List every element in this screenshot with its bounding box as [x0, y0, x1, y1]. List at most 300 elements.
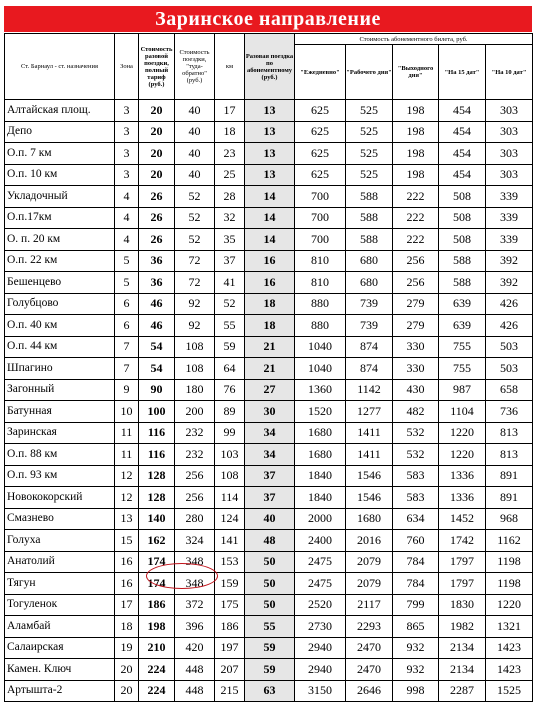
station-cell: Алтайская площ. — [5, 100, 115, 122]
round-trip-fare-cell: 52 — [175, 229, 215, 251]
subscription-trip-cell: 37 — [245, 487, 295, 509]
daily-cell: 700 — [295, 229, 346, 251]
table-row — [5, 594, 533, 616]
km-cell: 59 — [215, 336, 245, 358]
workdays-cell: 1546 — [346, 465, 393, 487]
dates10-cell: 339 — [486, 207, 533, 229]
zone-cell: 5 — [115, 250, 139, 272]
zone-cell: 10 — [115, 401, 139, 423]
table-row — [5, 207, 533, 229]
daily-cell: 2940 — [295, 637, 346, 659]
zone-cell: 7 — [115, 336, 139, 358]
subscription-trip-cell: 63 — [245, 680, 295, 702]
round-trip-fare-cell: 40 — [175, 100, 215, 122]
dates15-cell: 588 — [439, 250, 486, 272]
table-row — [5, 250, 533, 272]
subscription-group-header: Стоимость абонементного билета, руб. — [295, 34, 533, 45]
daily-cell: 2730 — [295, 616, 346, 638]
station-cell: О.п.17км — [5, 207, 115, 229]
table-row — [5, 186, 533, 208]
weekends-cell: 198 — [393, 143, 439, 165]
subscription-trip-cell: 13 — [245, 100, 295, 122]
round-trip-fare-cell: 232 — [175, 422, 215, 444]
km-cell: 25 — [215, 164, 245, 186]
zone-cell: 20 — [115, 680, 139, 702]
workdays-cell: 588 — [346, 207, 393, 229]
weekends-cell: 198 — [393, 164, 439, 186]
round-trip-fare-cell: 448 — [175, 680, 215, 702]
dates15-cell: 639 — [439, 315, 486, 337]
daily-cell: 1840 — [295, 487, 346, 509]
one-way-fare-cell: 198 — [139, 616, 175, 638]
km-cell: 124 — [215, 508, 245, 530]
km-cell: 175 — [215, 594, 245, 616]
daily-cell: 2520 — [295, 594, 346, 616]
zone-cell: 4 — [115, 229, 139, 251]
daily-cell: 2000 — [295, 508, 346, 530]
table-row — [5, 379, 533, 401]
workdays-cell: 2470 — [346, 637, 393, 659]
table-row — [5, 465, 533, 487]
weekends-cell: 198 — [393, 121, 439, 143]
round-trip-fare-cell: 348 — [175, 573, 215, 595]
workdays-cell: 2646 — [346, 680, 393, 702]
fare-table — [4, 33, 533, 702]
workdays-cell: 1411 — [346, 444, 393, 466]
dates15-cell: 2134 — [439, 659, 486, 681]
dates10-cell: 1525 — [486, 680, 533, 702]
round-trip-fare-cell: 256 — [175, 487, 215, 509]
km-cell: 89 — [215, 401, 245, 423]
weekends-cell: 198 — [393, 100, 439, 122]
zone-cell: 6 — [115, 293, 139, 315]
station-cell: Артышта-2 — [5, 680, 115, 702]
dates10-cell: 503 — [486, 358, 533, 380]
table-row — [5, 487, 533, 509]
daily-cell: 2475 — [295, 551, 346, 573]
station-cell: О.п. 40 км — [5, 315, 115, 337]
station-cell: Голубцово — [5, 293, 115, 315]
weekends-cell: 799 — [393, 594, 439, 616]
subscription-trip-cell: 34 — [245, 444, 295, 466]
table-row — [5, 293, 533, 315]
page-title: Заринское направление — [4, 6, 532, 32]
station-cell: Новококорский — [5, 487, 115, 509]
station-cell: Шпагино — [5, 358, 115, 380]
one-way-fare-cell: 186 — [139, 594, 175, 616]
table-row — [5, 272, 533, 294]
workdays-cell: 2079 — [346, 573, 393, 595]
dates10-cell: 813 — [486, 422, 533, 444]
workdays-cell: 2470 — [346, 659, 393, 681]
workdays-cell: 1142 — [346, 379, 393, 401]
table-row — [5, 680, 533, 702]
workdays-cell: 2117 — [346, 594, 393, 616]
daily-cell: 700 — [295, 186, 346, 208]
daily-cell: 625 — [295, 121, 346, 143]
dates10-cell: 891 — [486, 465, 533, 487]
subscription-trip-cell: 37 — [245, 465, 295, 487]
table-row — [5, 121, 533, 143]
table-row — [5, 336, 533, 358]
km-cell: 64 — [215, 358, 245, 380]
daily-cell: 3150 — [295, 680, 346, 702]
dates10-cell: 1198 — [486, 573, 533, 595]
weekends-cell: 998 — [393, 680, 439, 702]
station-cell: Салаирская — [5, 637, 115, 659]
dates10-cell: 1198 — [486, 551, 533, 573]
subscription-trip-cell: 14 — [245, 186, 295, 208]
zone-cell: 6 — [115, 315, 139, 337]
daily-cell: 1840 — [295, 465, 346, 487]
station-cell: О. п. 20 км — [5, 229, 115, 251]
table-row — [5, 637, 533, 659]
table-row — [5, 229, 533, 251]
subscription-trip-cell: 14 — [245, 229, 295, 251]
dates10-cell: 339 — [486, 229, 533, 251]
table-row — [5, 530, 533, 552]
station-cell: Тягун — [5, 573, 115, 595]
round-trip-fare-cell: 72 — [175, 250, 215, 272]
km-cell: 23 — [215, 143, 245, 165]
zone-cell: 11 — [115, 422, 139, 444]
dates10-cell: 392 — [486, 250, 533, 272]
km-cell: 153 — [215, 551, 245, 573]
subscription-trip-cell: 16 — [245, 272, 295, 294]
dates15-header: "На 15 дат" — [439, 45, 486, 100]
dates10-cell: 1423 — [486, 659, 533, 681]
zone-cell: 12 — [115, 487, 139, 509]
one-way-header: Стоимость разовой поездки, полный тариф (руб.) — [139, 34, 175, 100]
table-row — [5, 551, 533, 573]
round-trip-fare-cell: 40 — [175, 121, 215, 143]
weekends-cell: 760 — [393, 530, 439, 552]
one-way-fare-cell: 116 — [139, 422, 175, 444]
round-trip-fare-cell: 448 — [175, 659, 215, 681]
daily-cell: 1040 — [295, 358, 346, 380]
round-trip-fare-cell: 92 — [175, 315, 215, 337]
km-cell: 28 — [215, 186, 245, 208]
station-cell: Смазнево — [5, 508, 115, 530]
dates15-cell: 508 — [439, 186, 486, 208]
station-cell: О.п. 93 км — [5, 465, 115, 487]
one-way-fare-cell: 174 — [139, 573, 175, 595]
station-cell: Камен. Ключ — [5, 659, 115, 681]
subscription-trip-cell: 34 — [245, 422, 295, 444]
dates15-cell: 508 — [439, 207, 486, 229]
dates15-cell: 1336 — [439, 465, 486, 487]
dates15-cell: 755 — [439, 358, 486, 380]
weekends-cell: 784 — [393, 551, 439, 573]
workdays-cell: 525 — [346, 143, 393, 165]
workdays-cell: 2293 — [346, 616, 393, 638]
workdays-cell: 525 — [346, 100, 393, 122]
one-way-fare-cell: 162 — [139, 530, 175, 552]
km-cell: 52 — [215, 293, 245, 315]
zone-cell: 9 — [115, 379, 139, 401]
subscription-trip-cell: 59 — [245, 637, 295, 659]
daily-cell: 2475 — [295, 573, 346, 595]
weekends-cell: 430 — [393, 379, 439, 401]
daily-cell: 625 — [295, 164, 346, 186]
table-row — [5, 573, 533, 595]
round-trip-fare-cell: 92 — [175, 293, 215, 315]
one-way-fare-cell: 26 — [139, 207, 175, 229]
one-way-fare-cell: 90 — [139, 379, 175, 401]
dates10-cell: 303 — [486, 100, 533, 122]
subscription-trip-cell: 13 — [245, 121, 295, 143]
dates15-cell: 1797 — [439, 551, 486, 573]
dates15-cell: 588 — [439, 272, 486, 294]
table-row — [5, 422, 533, 444]
subscription-trip-cell: 30 — [245, 401, 295, 423]
km-cell: 32 — [215, 207, 245, 229]
weekends-cell: 222 — [393, 229, 439, 251]
one-way-fare-cell: 100 — [139, 401, 175, 423]
km-cell: 17 — [215, 100, 245, 122]
round-trip-fare-cell: 348 — [175, 551, 215, 573]
daily-cell: 2940 — [295, 659, 346, 681]
zone-cell: 13 — [115, 508, 139, 530]
dates10-cell: 303 — [486, 121, 533, 143]
daily-cell: 810 — [295, 272, 346, 294]
dates15-cell: 1220 — [439, 444, 486, 466]
subscription-trip-cell: 21 — [245, 336, 295, 358]
zone-cell: 3 — [115, 164, 139, 186]
zone-header: Зона — [115, 34, 139, 100]
round-trip-fare-cell: 420 — [175, 637, 215, 659]
dates15-cell: 1982 — [439, 616, 486, 638]
round-trip-fare-cell: 232 — [175, 444, 215, 466]
one-way-fare-cell: 116 — [139, 444, 175, 466]
dates15-cell: 755 — [439, 336, 486, 358]
weekends-cell: 532 — [393, 422, 439, 444]
workdays-cell: 680 — [346, 272, 393, 294]
weekends-cell: 482 — [393, 401, 439, 423]
round-trip-fare-cell: 52 — [175, 186, 215, 208]
daily-cell: 1680 — [295, 422, 346, 444]
zone-cell: 4 — [115, 186, 139, 208]
dates15-cell: 987 — [439, 379, 486, 401]
zone-cell: 3 — [115, 100, 139, 122]
round-trip-fare-cell: 396 — [175, 616, 215, 638]
weekends-cell: 330 — [393, 358, 439, 380]
km-cell: 108 — [215, 465, 245, 487]
subscription-trip-cell: 50 — [245, 551, 295, 573]
dates15-cell: 1742 — [439, 530, 486, 552]
one-way-fare-cell: 46 — [139, 293, 175, 315]
dates10-cell: 968 — [486, 508, 533, 530]
station-cell: Аламбай — [5, 616, 115, 638]
station-cell: О.п. 10 км — [5, 164, 115, 186]
zone-cell: 16 — [115, 573, 139, 595]
dates10-cell: 303 — [486, 143, 533, 165]
one-way-fare-cell: 36 — [139, 272, 175, 294]
daily-cell: 1360 — [295, 379, 346, 401]
station-cell: Укладочный — [5, 186, 115, 208]
subscription-trip-cell: 59 — [245, 659, 295, 681]
one-way-fare-cell: 20 — [139, 121, 175, 143]
table-row — [5, 401, 533, 423]
subscription-trip-cell: 13 — [245, 164, 295, 186]
workdays-cell: 1277 — [346, 401, 393, 423]
workdays-cell: 680 — [346, 250, 393, 272]
one-way-fare-cell: 174 — [139, 551, 175, 573]
zone-cell: 18 — [115, 616, 139, 638]
km-cell: 215 — [215, 680, 245, 702]
round-trip-fare-cell: 40 — [175, 143, 215, 165]
km-header: км — [215, 34, 245, 100]
daily-cell: 625 — [295, 143, 346, 165]
workdays-cell: 525 — [346, 121, 393, 143]
weekends-cell: 256 — [393, 250, 439, 272]
dates15-cell: 454 — [439, 143, 486, 165]
zone-cell: 5 — [115, 272, 139, 294]
weekends-cell: 583 — [393, 465, 439, 487]
km-cell: 141 — [215, 530, 245, 552]
station-cell: Депо — [5, 121, 115, 143]
workdays-cell: 1680 — [346, 508, 393, 530]
subscription-trip-cell: 18 — [245, 315, 295, 337]
dates15-cell: 508 — [439, 229, 486, 251]
km-cell: 99 — [215, 422, 245, 444]
weekends-cell: 932 — [393, 659, 439, 681]
dates15-cell: 1830 — [439, 594, 486, 616]
workdays-cell: 2079 — [346, 551, 393, 573]
km-cell: 186 — [215, 616, 245, 638]
round-trip-fare-cell: 40 — [175, 164, 215, 186]
subscription-trip-cell: 55 — [245, 616, 295, 638]
km-cell: 35 — [215, 229, 245, 251]
dates10-cell: 426 — [486, 315, 533, 337]
station-cell: Загонный — [5, 379, 115, 401]
one-way-fare-cell: 20 — [139, 164, 175, 186]
daily-cell: 625 — [295, 100, 346, 122]
workdays-header: "Рабочего дня" — [346, 45, 393, 100]
station-cell: Анатолий — [5, 551, 115, 573]
daily-cell: 1520 — [295, 401, 346, 423]
one-way-fare-cell: 224 — [139, 680, 175, 702]
workdays-cell: 588 — [346, 229, 393, 251]
subscription-trip-cell: 50 — [245, 594, 295, 616]
workdays-cell: 1546 — [346, 487, 393, 509]
station-cell: О.п. 44 км — [5, 336, 115, 358]
dates15-cell: 1797 — [439, 573, 486, 595]
daily-header: "Ежедневно" — [295, 45, 346, 100]
round-trip-fare-cell: 72 — [175, 272, 215, 294]
dates10-cell: 1321 — [486, 616, 533, 638]
weekends-header: "Выходного дня" — [393, 45, 439, 100]
zone-cell: 19 — [115, 637, 139, 659]
daily-cell: 1680 — [295, 444, 346, 466]
weekends-cell: 634 — [393, 508, 439, 530]
round-trip-header: Стоимость поездки, "туда-обратно" (руб.) — [175, 34, 215, 100]
table-row — [5, 358, 533, 380]
dates10-cell: 736 — [486, 401, 533, 423]
workdays-cell: 874 — [346, 358, 393, 380]
round-trip-fare-cell: 372 — [175, 594, 215, 616]
dates10-cell: 1162 — [486, 530, 533, 552]
workdays-cell: 739 — [346, 293, 393, 315]
zone-cell: 17 — [115, 594, 139, 616]
one-way-fare-cell: 26 — [139, 229, 175, 251]
one-way-fare-cell: 36 — [139, 250, 175, 272]
table-row — [5, 444, 533, 466]
weekends-cell: 279 — [393, 315, 439, 337]
round-trip-fare-cell: 324 — [175, 530, 215, 552]
km-cell: 41 — [215, 272, 245, 294]
one-way-fare-cell: 20 — [139, 143, 175, 165]
dates10-cell: 1423 — [486, 637, 533, 659]
weekends-cell: 865 — [393, 616, 439, 638]
round-trip-fare-cell: 256 — [175, 465, 215, 487]
dates15-cell: 1220 — [439, 422, 486, 444]
zone-cell: 3 — [115, 143, 139, 165]
dates10-cell: 503 — [486, 336, 533, 358]
daily-cell: 880 — [295, 293, 346, 315]
dates10-cell: 658 — [486, 379, 533, 401]
weekends-cell: 330 — [393, 336, 439, 358]
subscription-trip-cell: 27 — [245, 379, 295, 401]
daily-cell: 2400 — [295, 530, 346, 552]
dates15-cell: 2134 — [439, 637, 486, 659]
dates15-cell: 1336 — [439, 487, 486, 509]
dates15-cell: 639 — [439, 293, 486, 315]
workdays-cell: 2016 — [346, 530, 393, 552]
subscription-trip-cell: 21 — [245, 358, 295, 380]
station-cell: О.п. 22 км — [5, 250, 115, 272]
dates15-cell: 454 — [439, 164, 486, 186]
table-row — [5, 100, 533, 122]
zone-cell: 16 — [115, 551, 139, 573]
dates15-cell: 1452 — [439, 508, 486, 530]
km-cell: 159 — [215, 573, 245, 595]
station-cell: Заринская — [5, 422, 115, 444]
zone-cell: 15 — [115, 530, 139, 552]
station-cell: Батунная — [5, 401, 115, 423]
dates15-cell: 1104 — [439, 401, 486, 423]
dates10-cell: 392 — [486, 272, 533, 294]
dates10-cell: 813 — [486, 444, 533, 466]
table-row — [5, 616, 533, 638]
zone-cell: 12 — [115, 465, 139, 487]
weekends-cell: 583 — [393, 487, 439, 509]
km-cell: 207 — [215, 659, 245, 681]
subscription-trip-cell: 18 — [245, 293, 295, 315]
km-cell: 55 — [215, 315, 245, 337]
fare-table-body — [5, 100, 533, 702]
weekends-cell: 279 — [393, 293, 439, 315]
station-cell: О.п. 88 км — [5, 444, 115, 466]
km-cell: 197 — [215, 637, 245, 659]
one-way-fare-cell: 210 — [139, 637, 175, 659]
km-cell: 18 — [215, 121, 245, 143]
subscription-trip-cell: 14 — [245, 207, 295, 229]
dates10-cell: 303 — [486, 164, 533, 186]
dates10-cell: 426 — [486, 293, 533, 315]
weekends-cell: 222 — [393, 186, 439, 208]
weekends-cell: 532 — [393, 444, 439, 466]
subscription-trip-cell: 13 — [245, 143, 295, 165]
dates10-header: "На 10 дат" — [486, 45, 533, 100]
zone-cell: 4 — [115, 207, 139, 229]
dates15-cell: 454 — [439, 121, 486, 143]
station-cell: Тогуленок — [5, 594, 115, 616]
one-way-fare-cell: 128 — [139, 487, 175, 509]
workdays-cell: 1411 — [346, 422, 393, 444]
zone-cell: 3 — [115, 121, 139, 143]
one-way-fare-cell: 20 — [139, 100, 175, 122]
